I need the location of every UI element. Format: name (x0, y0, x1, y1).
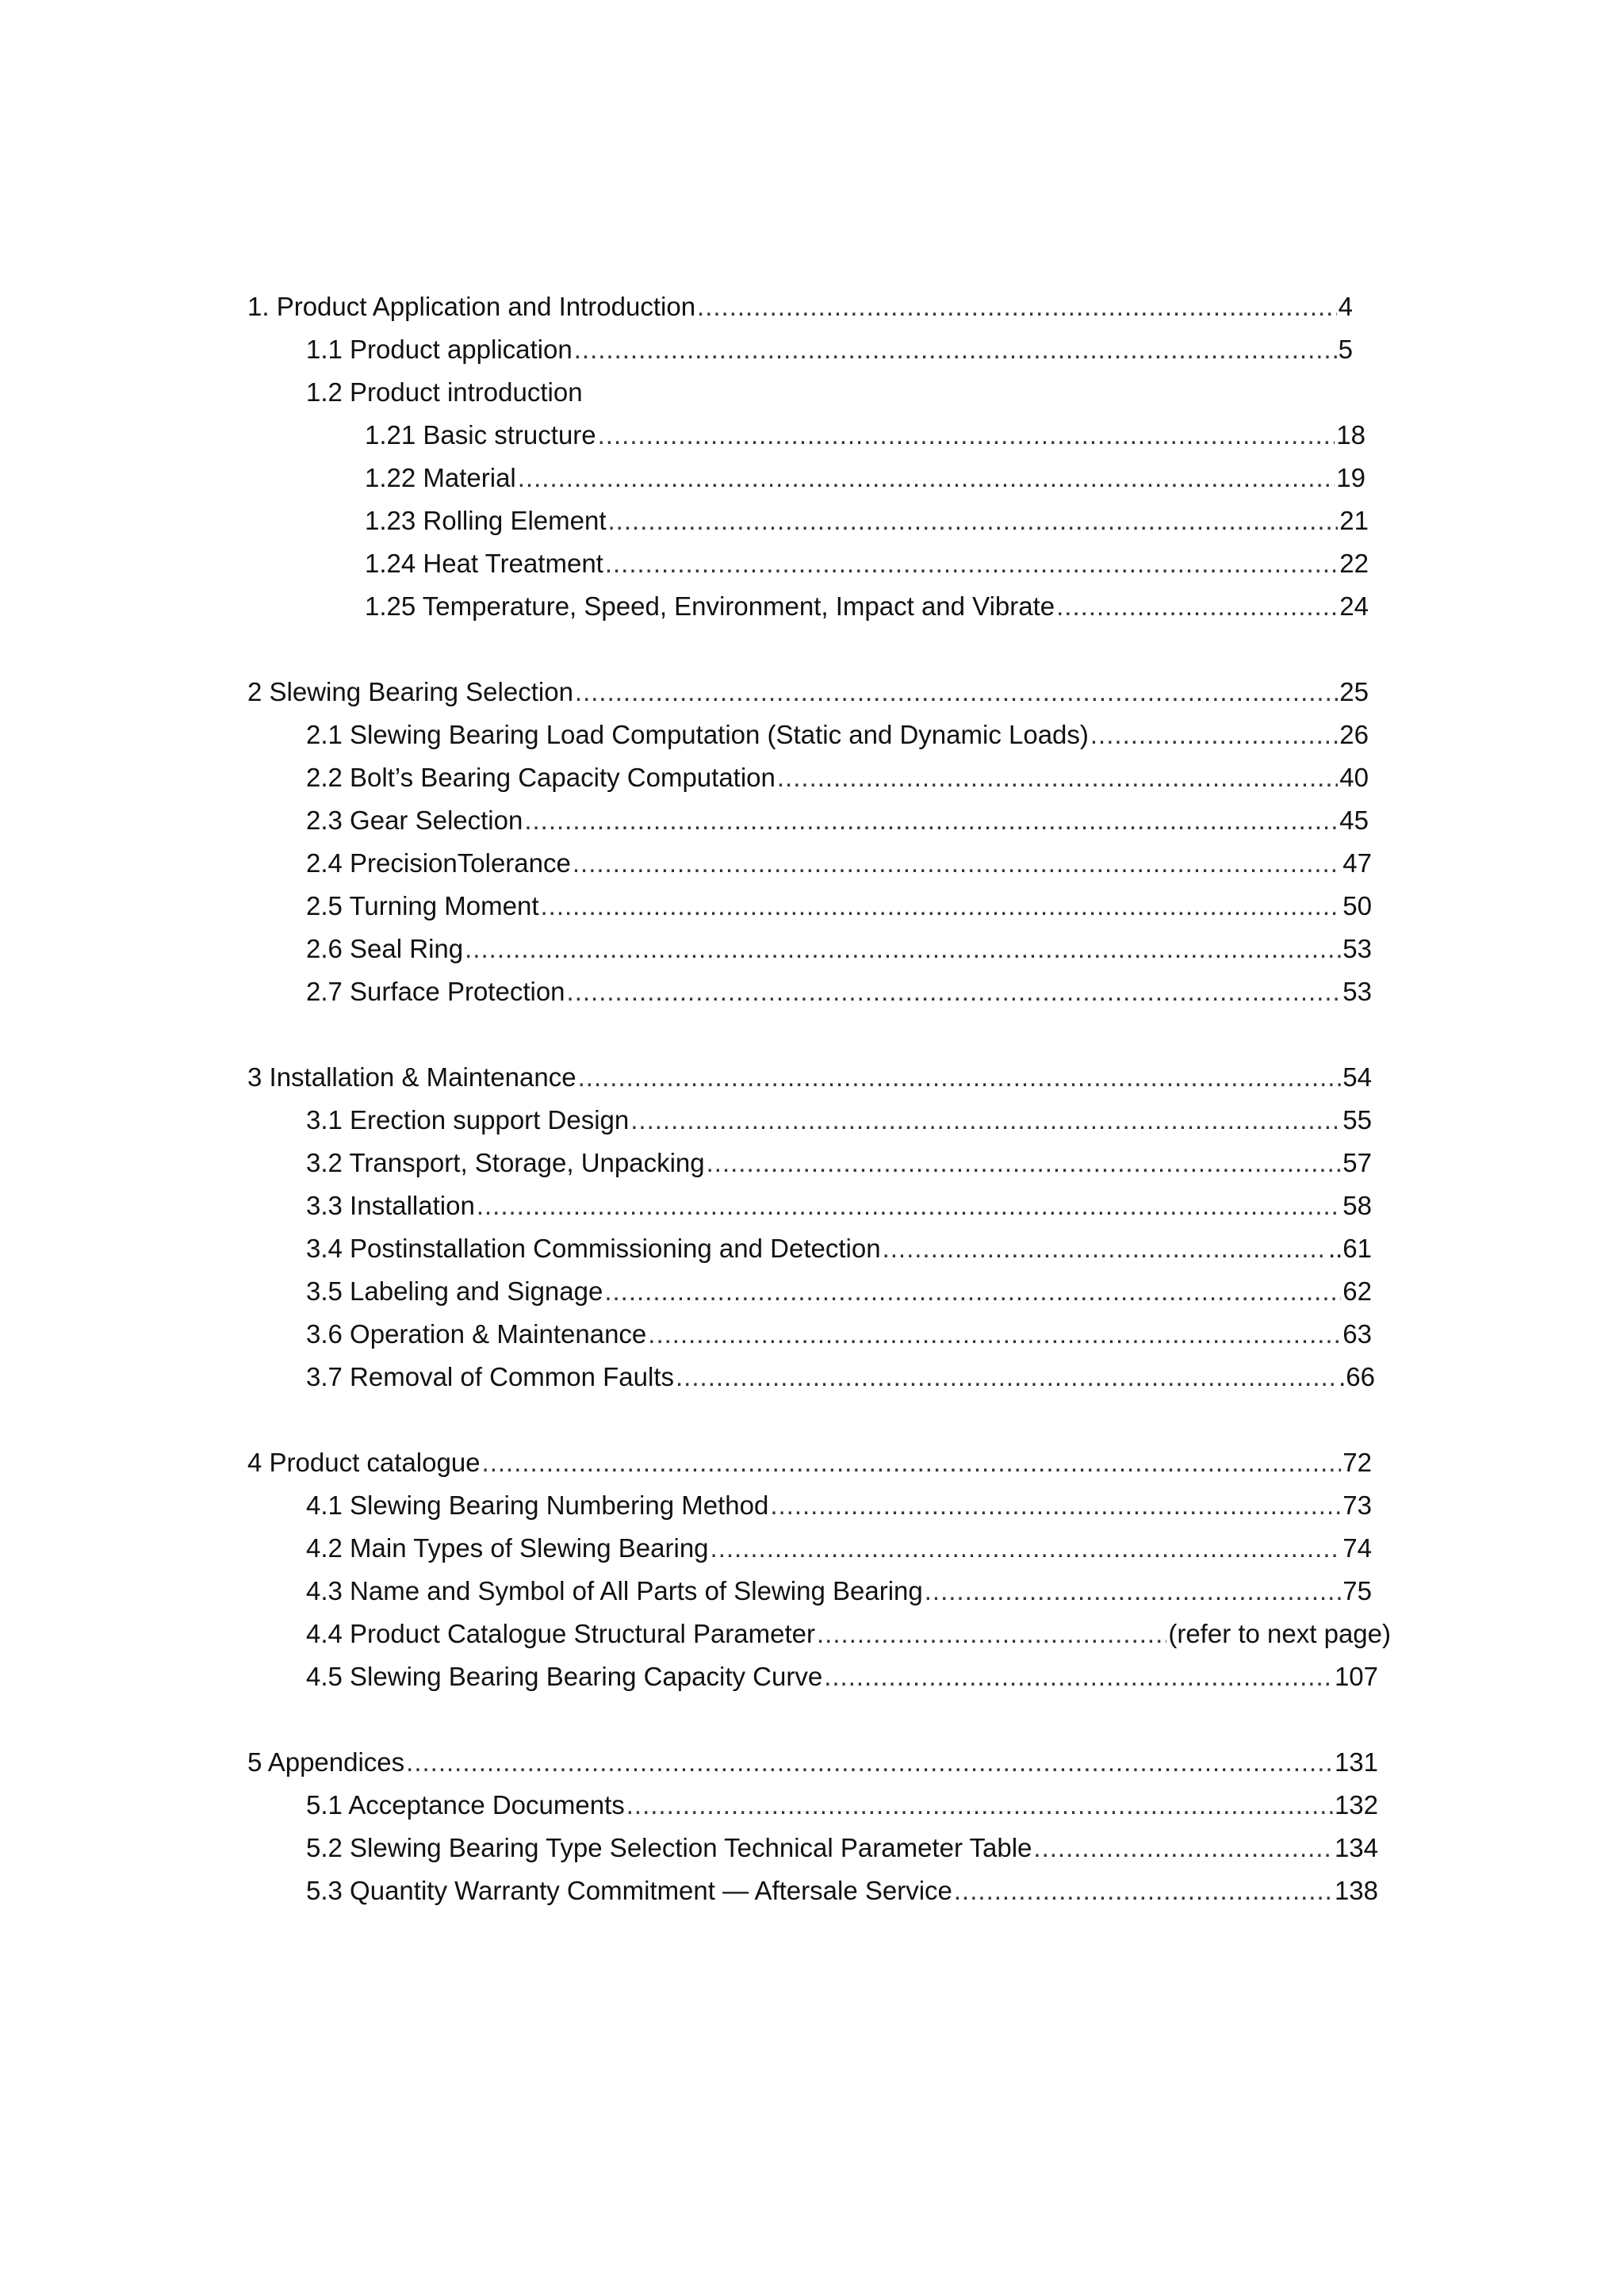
section-spacer (247, 628, 1397, 671)
section-spacer (247, 1013, 1397, 1056)
toc-entry[interactable] (306, 1313, 1397, 1356)
toc-leader-dots (573, 842, 1341, 885)
toc-leader-dots (482, 1441, 1342, 1484)
toc-entry-page-number: 22 (1339, 549, 1369, 578)
toc-entry-title: 2.7 Surface Protection (306, 977, 565, 1006)
toc-entry-page-number: 55 (1342, 1105, 1372, 1135)
toc-entry[interactable] (306, 1869, 1397, 1912)
toc-entry-title: 2.5 Turning Moment (306, 891, 539, 920)
toc-entry-title: 2.3 Gear Selection (306, 806, 523, 835)
toc-entry[interactable] (306, 1527, 1397, 1570)
toc-entry-page-number: 4 (1338, 292, 1353, 321)
toc-leader-dots (598, 414, 1335, 457)
toc-entry-title: 3.2 Transport, Storage, Unpacking (306, 1148, 705, 1177)
toc-entry[interactable] (365, 414, 1397, 457)
toc-entry-title: 4.2 Main Types of Slewing Bearing (306, 1533, 709, 1563)
toc-entry[interactable] (247, 671, 1397, 714)
toc-leader-dots (697, 285, 1337, 328)
toc-entry-page-number: 72 (1342, 1448, 1372, 1477)
toc-entry-page-number: 107 (1334, 1662, 1378, 1691)
toc-entry-page-number: 53 (1342, 977, 1372, 1006)
toc-entry-page-number: 5 (1338, 335, 1353, 364)
toc-leader-dots (608, 499, 1339, 542)
toc-entry-title: 1.21 Basic structure (365, 420, 596, 450)
toc-leader-dots (567, 970, 1342, 1013)
toc-entry-title: 5.3 Quantity Warranty Commitment — Aftersale Service (306, 1876, 952, 1905)
toc-leader-dots (541, 885, 1342, 928)
toc-leader-dots (406, 1741, 1333, 1784)
toc-entry-page-number: 73 (1342, 1490, 1372, 1520)
toc-leader-dots (465, 928, 1341, 970)
toc-entry[interactable] (306, 756, 1397, 799)
toc-entry-page-number: 18 (1336, 420, 1365, 450)
toc-entry-page-number: 53 (1342, 934, 1372, 963)
toc-entry-page-number: 58 (1342, 1191, 1372, 1220)
toc-entry[interactable] (306, 928, 1397, 970)
toc-entry-page-number: 47 (1342, 848, 1372, 878)
toc-leader-dots (954, 1869, 1333, 1912)
toc-entry-title: 3.7 Removal of Common Faults (306, 1362, 675, 1391)
toc-entry[interactable] (247, 1441, 1397, 1484)
toc-entry-title: 4.5 Slewing Bearing Bearing Capacity Curve (306, 1662, 823, 1691)
toc-entry[interactable] (247, 1741, 1397, 1784)
toc-entry-title: 4.1 Slewing Bearing Numbering Method (306, 1490, 769, 1520)
toc-entry[interactable] (306, 371, 1397, 414)
toc-leader-dots (605, 542, 1338, 585)
toc-leader-dots (574, 328, 1337, 371)
toc-leader-dots (707, 1142, 1342, 1184)
toc-entry-page-number: 131 (1334, 1747, 1378, 1777)
toc-entry-page-number: 54 (1342, 1062, 1372, 1092)
toc-entry-page-number: 63 (1342, 1319, 1372, 1349)
toc-leader-dots (518, 457, 1335, 499)
toc-leader-dots (648, 1313, 1341, 1356)
table-of-contents (247, 285, 1397, 1912)
toc-entry[interactable] (365, 457, 1397, 499)
toc-entry-title: 3.3 Installation (306, 1191, 475, 1220)
toc-entry-title: 5 Appendices (247, 1747, 405, 1777)
toc-entry-title: 3 Installation & Maintenance (247, 1062, 576, 1092)
toc-entry-page-number: 40 (1339, 763, 1369, 792)
toc-entry[interactable] (306, 1784, 1397, 1827)
toc-leader-dots (630, 1099, 1341, 1142)
toc-entry-title: 3.4 Postinstallation Commissioning and Detection (306, 1234, 881, 1263)
toc-leader-dots (626, 1784, 1333, 1827)
toc-leader-dots (575, 671, 1338, 714)
toc-entry[interactable] (306, 1613, 1397, 1655)
toc-entry[interactable] (306, 1655, 1397, 1698)
toc-entry-page-number: 62 (1342, 1276, 1372, 1306)
toc-leader-dots (883, 1227, 1327, 1270)
toc-entry[interactable] (365, 585, 1397, 628)
toc-entry-title: 1.24 Heat Treatment (365, 549, 603, 578)
toc-leader-dots (770, 1484, 1341, 1527)
toc-leader-dots (524, 799, 1338, 842)
toc-entry-title: 3.1 Erection support Design (306, 1105, 630, 1135)
toc-entry[interactable] (306, 1570, 1397, 1613)
toc-entry[interactable] (306, 714, 1397, 756)
toc-entry-page-number: 57 (1342, 1148, 1372, 1177)
toc-entry-title: 3.5 Labeling and Signage (306, 1276, 603, 1306)
toc-entry-title: 5.2 Slewing Bearing Type Selection Technical Parameter Table (306, 1833, 1032, 1862)
toc-entry-title: 2.1 Slewing Bearing Load Computation (Static and Dynamic Loads) (306, 720, 1089, 749)
toc-entry-title: 4 Product catalogue (247, 1448, 481, 1477)
toc-entry-title: 2.6 Seal Ring (306, 934, 464, 963)
section-spacer (247, 1698, 1397, 1741)
toc-entry-page-number: 50 (1342, 891, 1372, 920)
toc-entry-page-number: 132 (1334, 1790, 1378, 1820)
toc-leader-dots (925, 1570, 1342, 1613)
toc-entry-page-number: (refer to next page) (1168, 1619, 1391, 1648)
toc-entry[interactable] (306, 842, 1397, 885)
toc-entry-title: 5.1 Acceptance Documents (306, 1790, 625, 1820)
toc-entry[interactable] (306, 885, 1397, 928)
toc-entry[interactable] (365, 499, 1397, 542)
toc-entry-title: 2.2 Bolt’s Bearing Capacity Computation (306, 763, 776, 792)
toc-entry-title: 1.22 Material (365, 463, 516, 492)
toc-leader-dots (710, 1527, 1342, 1570)
toc-entry-page-number: ..61 (1327, 1234, 1372, 1263)
toc-entry[interactable] (306, 970, 1397, 1013)
toc-entry[interactable] (306, 1270, 1397, 1313)
toc-leader-dots (824, 1655, 1333, 1698)
toc-entry[interactable] (306, 1099, 1397, 1142)
toc-leader-dots (777, 756, 1338, 799)
toc-leader-dots (1090, 714, 1338, 756)
toc-entry-title: 1.1 Product application (306, 335, 573, 364)
toc-leader-dots (817, 1613, 1166, 1655)
toc-entry-page-number: 74 (1342, 1533, 1372, 1563)
toc-entry[interactable] (306, 328, 1397, 371)
toc-entry-title: 2 Slewing Bearing Selection (247, 677, 573, 706)
toc-entry[interactable] (306, 1184, 1397, 1227)
toc-entry-title: 1.2 Product introduction (306, 377, 583, 407)
toc-entry-page-number: 134 (1334, 1833, 1378, 1862)
toc-entry-title: 1.25 Temperature, Speed, Environment, Impact and Vibrate (365, 591, 1055, 621)
section-spacer (247, 1399, 1397, 1441)
toc-entry-title: 1.23 Rolling Element (365, 506, 607, 535)
toc-entry-title: 3.6 Operation & Maintenance (306, 1319, 647, 1349)
toc-entry-page-number: 24 (1339, 591, 1369, 621)
toc-entry[interactable] (306, 1142, 1397, 1184)
toc-entry-page-number: 26 (1339, 720, 1369, 749)
toc-entry-title: 4.3 Name and Symbol of All Parts of Slewing Bearing (306, 1576, 923, 1605)
toc-entry[interactable] (306, 1227, 1397, 1270)
toc-entry-page-number: 138 (1334, 1876, 1378, 1905)
toc-leader-dots (604, 1270, 1341, 1313)
toc-entry-page-number: .66 (1339, 1362, 1375, 1391)
toc-leader-dots (1033, 1827, 1333, 1869)
toc-entry[interactable] (306, 799, 1397, 842)
toc-entry-title: 1. Product Application and Introduction (247, 292, 696, 321)
toc-entry[interactable] (365, 542, 1397, 585)
toc-leader-dots (676, 1356, 1337, 1399)
toc-leader-dots (578, 1056, 1342, 1099)
toc-entry[interactable] (306, 1356, 1397, 1399)
toc-leader-dots (477, 1184, 1341, 1227)
toc-entry[interactable] (306, 1484, 1397, 1527)
toc-entry[interactable] (306, 1827, 1397, 1869)
toc-entry-page-number: 45 (1339, 806, 1369, 835)
toc-entry-page-number: 75 (1342, 1576, 1372, 1605)
toc-entry[interactable] (247, 285, 1397, 328)
toc-entry-title: 4.4 Product Catalogue Structural Parameter (306, 1619, 816, 1648)
toc-entry-page-number: 25 (1339, 677, 1369, 706)
toc-entry-page-number: 19 (1336, 463, 1365, 492)
toc-entry-title: 2.4 PrecisionTolerance (306, 848, 571, 878)
toc-entry-page-number: 21 (1339, 506, 1369, 535)
toc-entry[interactable] (247, 1056, 1397, 1099)
toc-leader-dots (1056, 585, 1338, 628)
